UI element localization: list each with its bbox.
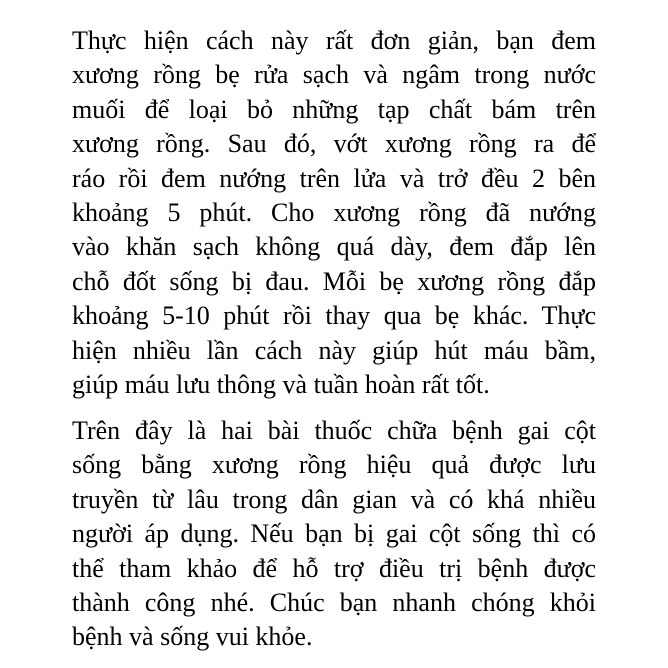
text-line: Thực hiện cách này rất đơn giản, bạn đem	[72, 26, 596, 55]
text-line: người áp dụng. Nếu bạn bị gai cột sống thì có	[72, 519, 596, 549]
text-line: xương rồng. Sau đó, vớt xương rồng ra để	[72, 129, 596, 159]
text-line: muối để loại bỏ những tạp chất bám trên	[72, 94, 596, 124]
text-line: truyền từ lâu trong dân gian và có khá nhiều	[72, 484, 596, 514]
text-line: vào khăn sạch không quá dày, đem đắp lên	[72, 232, 596, 262]
text-line: hiện nhiều lần cách này giúp hút máu bầm,	[72, 335, 596, 365]
text-line: khoảng 5-10 phút rồi thay qua bẹ khác. Thực	[72, 301, 596, 331]
text-line: bệnh và sống vui khỏe.	[72, 622, 313, 652]
text-line: xương rồng bẹ rửa sạch và ngâm trong nước	[72, 60, 596, 90]
text-line: thành công nhé. Chúc bạn nhanh chóng khỏi	[72, 588, 596, 618]
text-line: chỗ đốt sống bị đau. Mỗi bẹ xương rồng đắp	[72, 266, 596, 296]
text-line: sống bằng xương rồng hiệu quả được lưu	[72, 450, 596, 480]
text-line: giúp máu lưu thông và tuần hoàn rất tốt.	[72, 370, 490, 400]
paragraph-1	[72, 24, 596, 402]
text-line: Trên đây là hai bài thuốc chữa bệnh gai cột	[72, 416, 596, 445]
text-line: khoảng 5 phút. Cho xương rồng đã nướng	[72, 198, 596, 228]
paragraph-2	[72, 414, 596, 655]
text-line: thể tham khảo để hỗ trợ điều trị bệnh được	[72, 553, 596, 583]
text-line: ráo rồi đem nướng trên lửa và trở đều 2 bên	[72, 163, 596, 193]
